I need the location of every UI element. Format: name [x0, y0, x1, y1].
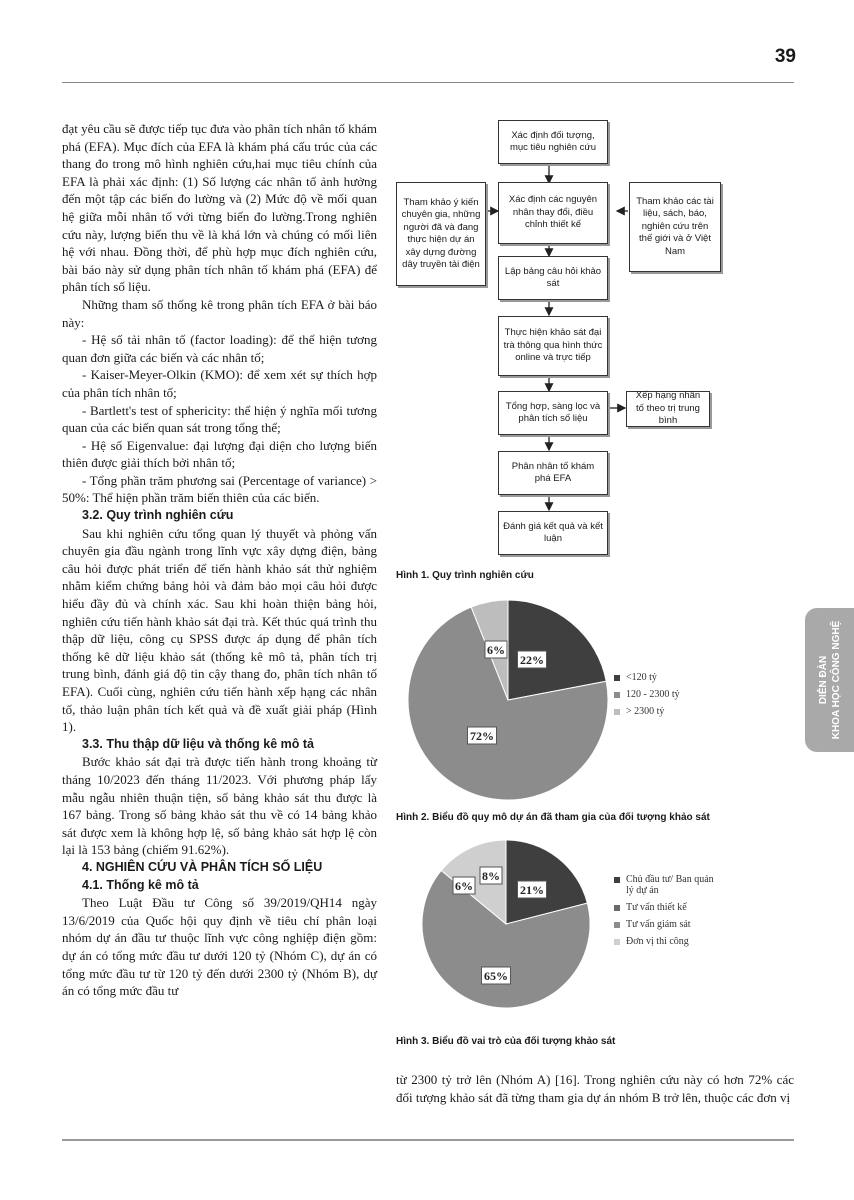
- flow-step-conclusion: [498, 511, 608, 555]
- legend-label: Tư vấn thiết kế: [626, 902, 687, 913]
- right-column-text: [396, 1071, 794, 1106]
- legend-swatch: [614, 675, 620, 681]
- legend-swatch: [614, 709, 620, 715]
- paragraph: Bước khảo sát đại trà được tiến hành trong khoảng từ tháng 10/2023 đến tháng 11/2023. Với phương pháp lấy mẫu ngẫu nhiên thuận tiện, số bảng khảo sát thu được là 167 bảng. Trong số bảng khảo sát thu về có 14 bảng khảo sát được xem là không hợp lệ, số bảng khảo sát hợp lệ còn lại là 153 bảng (chiếm 91.62%).: [62, 754, 377, 858]
- flow-input-experts: [396, 182, 486, 286]
- legend-item: [614, 706, 724, 717]
- legend-swatch: [614, 877, 620, 883]
- flow-step-text: Phân nhân tố khám phá EFA: [511, 460, 595, 484]
- footer-rule: [62, 1139, 794, 1141]
- figure-3-caption: Hình 3. Biểu đồ vai trò của đối tượng khảo sát: [396, 1036, 616, 1047]
- legend-swatch: [614, 905, 620, 911]
- flowchart: [396, 110, 794, 560]
- flow-input-literature: [629, 182, 721, 272]
- flow-step-text: Lập bảng câu hỏi khảo sát: [504, 265, 602, 289]
- bullet-item: - Kaiser-Meyer-Olkin (KMO): để xem xét sự thích hợp của phân tích nhân tố;: [62, 367, 377, 400]
- legend-item: [614, 902, 722, 913]
- figure-2-caption: Hình 2. Biểu đồ quy mô dự án đã tham gia của đối tượng khảo sát: [396, 812, 710, 823]
- paragraph: Sau khi nghiên cứu tổng quan lý thuyết và phỏng vấn chuyên gia đầu ngành trong lĩnh vực xây dựng điện, bảng câu hỏi được phát triển để tiến hành khảo sát thử nghiệm nhằm kiểm chứng bảng hỏi và đảm bảo mọi câu hỏi được hiểu đầy đủ và chính xác. Sau khi hoàn thiện bảng hỏi, nghiên cứu tiến hành khảo sát đại trà. Kết thúc quá trình thu thập dữ liệu, công cụ SPSS được áp dụng để phân tích thống kê dữ liệu khảo sát (thống kê mô tả, phân tích trị trung bình, đánh giá độ tin cậy thang đo, phân tích nhân tố EFA). Cuối cùng, nghiên cứu tiến hành xếp hạng các nhân tố, thảo luận phân tích kết quả và đề xuất giải pháp (Hình 1).: [62, 525, 377, 735]
- figure-1-caption: Hình 1. Quy trình nghiên cứu: [396, 570, 534, 581]
- legend-label: > 2300 tỷ: [626, 706, 665, 717]
- legend-label: 120 - 2300 tỷ: [626, 689, 680, 700]
- legend-item: [614, 672, 724, 683]
- side-tab-line2: KHOA HỌC CÔNG NGHỆ: [830, 620, 842, 740]
- page-number: 39: [774, 46, 796, 67]
- slice-value-label: 72%: [470, 729, 494, 743]
- flow-step-efa: [498, 451, 608, 495]
- pie-chart-respondent-role: [396, 830, 794, 1020]
- flow-step-text: Thực hiện khảo sát đại trà thông qua hình thức online và trực tiếp: [503, 327, 603, 364]
- flow-step-text: Tổng hợp, sàng lọc và phân tích số liệu: [505, 400, 601, 424]
- flow-step-causes: [498, 182, 608, 244]
- chart-legend: [614, 874, 722, 953]
- header-rule: [62, 82, 794, 83]
- chart-legend: [614, 672, 724, 723]
- slice-value-label: 21%: [520, 883, 544, 897]
- paragraph: đạt yêu cầu sẽ được tiếp tục đưa vào phân tích nhân tố khám phá (EFA). Mục đích của EFA là khám phá cấu trúc của các thang đo trong mô hình nghiên cứu,hai mục tiêu chính của EFA là phải xác định: (1) Số lượng các nhân tố ảnh hưởng đến một tập các biến đo lường và (2) Mức độ về mối quan hệ giữa mỗi nhân tố với từng biến đo lường.Trong nghiên cứu này, lượng biến thu về là khá lớn và chúng có mối liên hệ với nhau. Đồng thời, để phù hợp mục đích nghiên cứu, bài báo này sử dụng phân tích nhân tố khám phá (EFA) để phân tích số liệu.: [62, 121, 377, 295]
- section-heading-4: 4. NGHIÊN CỨU VÀ PHÂN TÍCH SỐ LIỆU: [82, 859, 323, 874]
- flow-step-text: Tham khảo ý kiến chuyên gia, những người đã và đang thực hiện dự án xây dựng đường dây truyền tải điện: [401, 196, 481, 270]
- section-heading-3-2: 3.2. Quy trình nghiên cứu: [82, 508, 234, 523]
- flow-step-text: Xác định đối tượng, mục tiêu nghiên cứu: [509, 129, 597, 153]
- paragraph: Theo Luật Đầu tư Công số 39/2019/QH14 ngày 13/6/2019 của Quốc hội quy định về tiêu chí phân loại nhóm dự án đầu tư thuộc lĩnh vực công nghiệp điện gồm: dự án có tổng mức đầu tư dưới 120 tỷ (Nhóm C), dự án có tổng mức đầu tư từ 120 tỷ đến dưới 2300 tỷ (Nhóm B), dự án có tổng mức đầu tư: [62, 895, 377, 999]
- flow-step-text: Xếp hạng nhân tố theo trị trung bình: [635, 390, 701, 427]
- legend-item: [614, 689, 724, 700]
- flow-step-text: Xác định các nguyên nhân thay đổi, điều chỉnh thiết kế: [508, 194, 598, 231]
- pie-chart-svg: [396, 590, 616, 800]
- flow-step-survey: [498, 316, 608, 376]
- bullet-item: - Bartlett's test of sphericity: thể hiện ý nghĩa mối tương quan của các biến quan sát trong tổng thể;: [62, 402, 377, 436]
- paragraph: từ 2300 tỷ trở lên (Nhóm A) [16]. Trong nghiên cứu này có hơn 72% các đối tượng khảo sát đã từng tham gia dự án nhóm B trở lên, thuộc các đơn vị: [396, 1072, 794, 1105]
- side-tab-text: [817, 621, 843, 740]
- legend-swatch: [614, 922, 620, 928]
- pie-chart-project-size: [396, 590, 794, 800]
- slice-value-label: 6%: [455, 879, 473, 893]
- section-heading-3-3: 3.3. Thu thập dữ liệu và thống kê mô tả: [82, 736, 314, 751]
- legend-label: <120 tỷ: [626, 672, 657, 683]
- legend-item: [614, 874, 722, 896]
- flow-output-ranking: [626, 391, 710, 427]
- paragraph: Những tham số thống kê trong phân tích EFA ở bài báo này:: [62, 296, 377, 330]
- left-column: [62, 120, 377, 1000]
- flow-step-text: Tham khảo các tài liệu, sách, báo, nghiên cứu trên thế giới và ở Việt Nam: [636, 195, 714, 257]
- legend-label: Đơn vị thi công: [626, 936, 689, 947]
- legend-label: Tư vấn giám sát: [626, 919, 691, 930]
- bullet-item: - Tổng phần trăm phương sai (Percentage of variance) > 50%: Thể hiện phần trăm biến thiên của các biến.: [62, 472, 377, 506]
- pie-chart-svg: [396, 830, 616, 1020]
- flow-step-objectives: [498, 120, 608, 164]
- flow-step-analysis: [498, 391, 608, 435]
- side-tab: [805, 608, 854, 752]
- flow-step-questionnaire: [498, 256, 608, 300]
- bullet-item: - Hệ số tải nhân tố (factor loading): để thể hiện tương quan đơn giữa các biến và các nhân tố;: [62, 332, 377, 365]
- slice-value-label: 22%: [520, 653, 544, 667]
- slice-value-label: 8%: [482, 869, 500, 883]
- slice-value-label: 65%: [484, 969, 508, 983]
- slice-value-label: 6%: [487, 643, 505, 657]
- flow-step-text: Đánh giá kết quả và kết luận: [503, 520, 603, 544]
- legend-item: [614, 936, 722, 947]
- legend-swatch: [614, 939, 620, 945]
- section-heading-4-1: 4.1. Thống kê mô tả: [82, 877, 199, 892]
- legend-item: [614, 919, 722, 930]
- legend-label: Chủ đầu tư/ Ban quản lý dự án: [626, 874, 714, 896]
- bullet-item: - Hệ số Eigenvalue: đại lượng đại diện cho lượng biến thiên được giải thích bởi nhân tố;: [62, 437, 377, 471]
- side-tab-line1: DIỄN ĐÀN: [817, 655, 829, 705]
- legend-swatch: [614, 692, 620, 698]
